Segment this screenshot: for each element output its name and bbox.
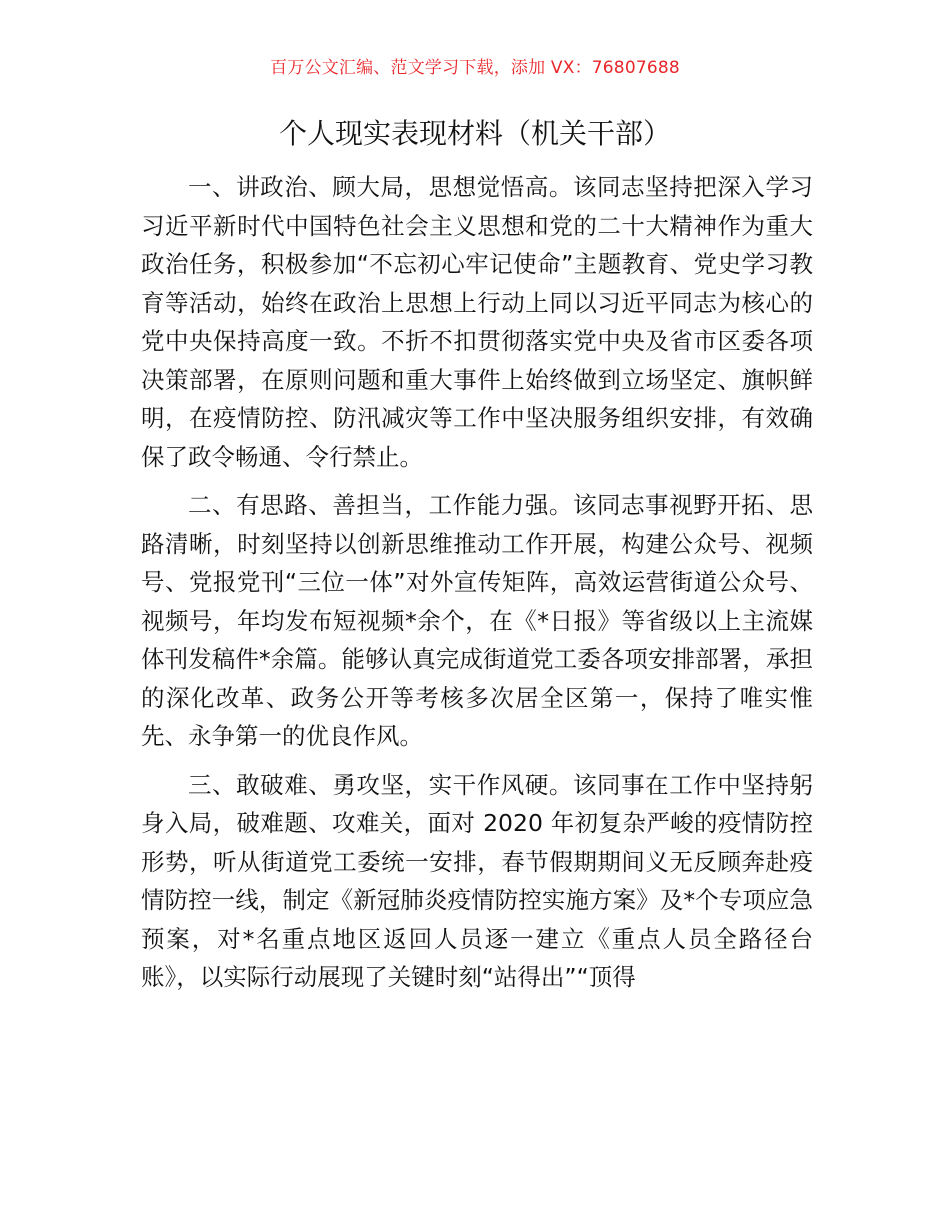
paragraph-ability: 二、有思路、善担当，工作能力强。该同志事视野开拓、思路清晰，时刻坚持以创新思维推动工作开展，构建公众号、视频号、党报党刊“三位一体”对外宣传矩阵，高效运营街道公众号、视频号，年均发布短视频*余个，在《*日报》等省级以上主流媒体刊发稿件*余篇。能够认真完成街道党工委各项安排部署，承担的深化改革、政务公开等考核多次居全区第一，保持了唯实惟先、永争第一的优良作风。	[141, 491, 813, 750]
paragraph-work-style: 三、敢破难、勇攻坚，实干作风硬。该同事在工作中坚持躬身入局，破难题、攻难关，面对 2020 年初复杂严峻的疫情防控形势，听从街道党工委统一安排，春节假期期间义无反顾奔赴疫情防控一线，制定《新冠肺炎疫情防控实施方案》及*个专项应急预案，对*名重点地区返回人员逐一建立《重点人员全路径台账》，以实际行动展现了关键时刻“站得出”“顶得	[141, 770, 813, 991]
document-title: 个人现实表现材料（机关干部）	[278, 117, 671, 150]
document-body	[141, 168, 813, 1007]
header-banner: 百万公文汇编、范文学习下载，添加 VX：76807688	[270, 58, 680, 78]
paragraph-politics: 一、讲政治、顾大局，思想觉悟高。该同志坚持把深入学习习近平新时代中国特色社会主义思想和党的二十大精神作为重大政治任务，积极参加“不忘初心牢记使命”主题教育、党史学习教育等活动，始终在政治上思想上行动上同以习近平同志为核心的党中央保持高度一致。不折不扣贯彻落实党中央及省市区委各项决策部署，在原则问题和重大事件上始终做到立场坚定、旗帜鲜明，在疫情防控、防汛减灾等工作中坚决服务组织安排，有效确保了政令畅通、令行禁止。	[141, 173, 813, 471]
